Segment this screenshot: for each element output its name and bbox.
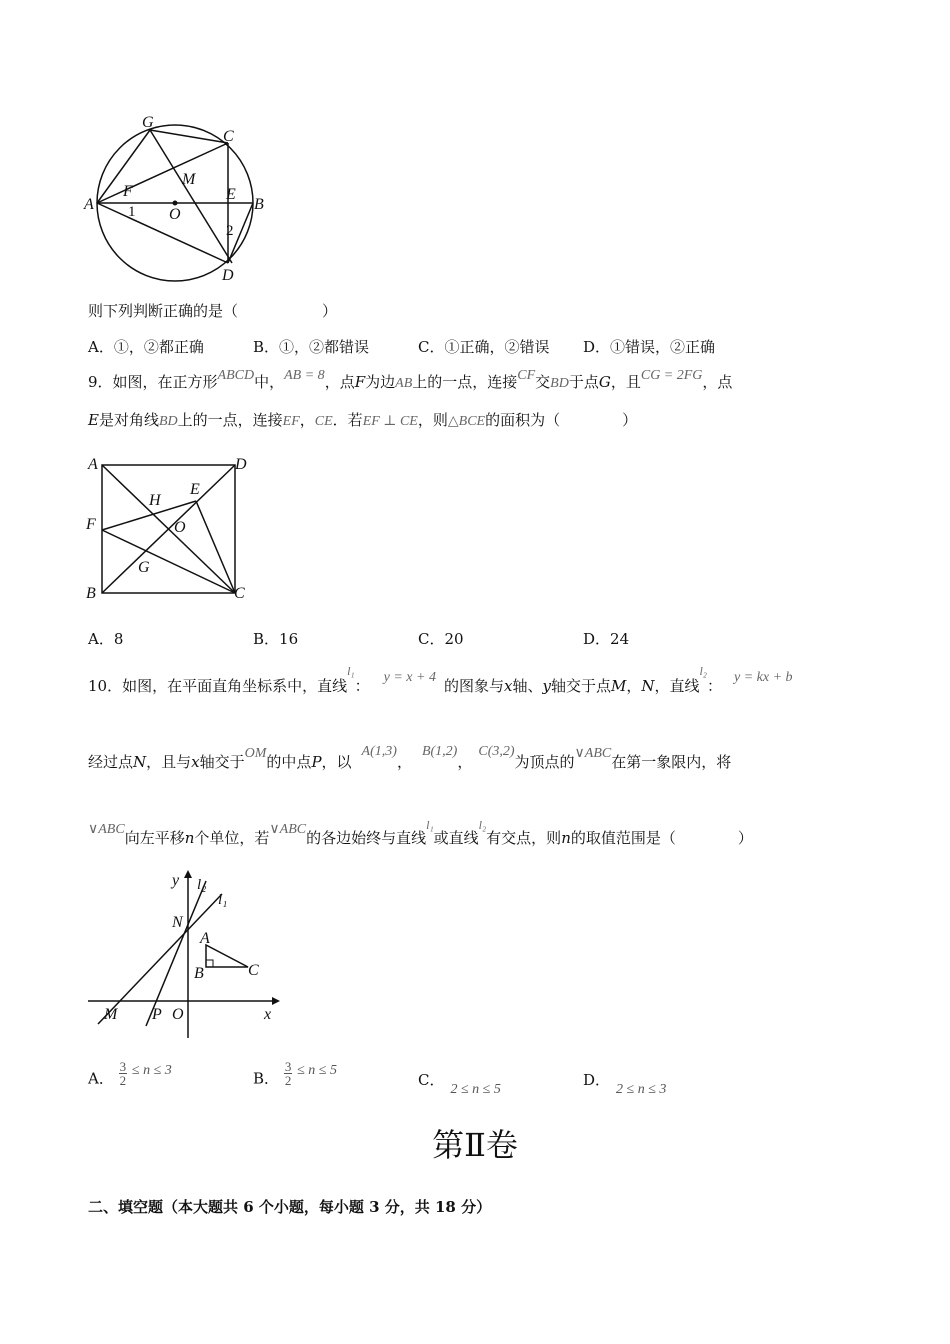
- angle-2-label: 2: [226, 223, 234, 239]
- q8-option-c[interactable]: C．①正确，②错误: [418, 338, 550, 356]
- q9-option-d[interactable]: D．24: [583, 630, 630, 648]
- label-C: C: [248, 962, 259, 979]
- q10-option-c[interactable]: C．2 ≤ n ≤ 5: [418, 1071, 501, 1097]
- fraction: $\frac{3}{2}$: [284, 1059, 292, 1088]
- center-dot: [173, 201, 178, 206]
- label-G: G: [138, 559, 150, 576]
- label-E: E: [190, 481, 200, 498]
- q10-stem-line2: 经过点N，且与x轴交于OM的中点P，以A(1,3)，B(1,2)，C(3,2)为顶点的∨ABC在第一象限内，将: [88, 744, 732, 771]
- label-C: C: [223, 128, 234, 145]
- q9-option-a[interactable]: A．8: [88, 630, 124, 648]
- triangle-abc: [206, 945, 248, 967]
- label-E: E: [226, 186, 236, 203]
- section-heading: 二、填空题（本大题共 6 个小题，每小题 3 分，共 18 分）: [88, 1198, 492, 1216]
- label-M: M: [182, 171, 196, 188]
- label-A: A: [88, 456, 98, 473]
- q9-option-b[interactable]: B．16: [253, 630, 299, 648]
- angle-1-label: 1: [128, 204, 136, 220]
- label-B: B: [86, 585, 96, 602]
- label-B: B: [194, 965, 204, 982]
- label-G: G: [142, 114, 154, 131]
- line-l2: [146, 881, 206, 1026]
- label-C: C: [234, 585, 245, 602]
- label-D: D: [222, 267, 234, 283]
- label-l2: l₂: [197, 877, 207, 893]
- label-l1: l₁: [218, 892, 228, 908]
- q8-circle-figure: [80, 108, 280, 283]
- label-N: N: [172, 914, 183, 931]
- label-A: A: [84, 196, 94, 213]
- q8-option-a[interactable]: A．①，②都正确: [88, 338, 204, 356]
- q10-option-b[interactable]: B． $\frac{3}{2}$ ≤ n ≤ 5: [253, 1059, 337, 1088]
- label-M: M: [104, 1006, 118, 1023]
- q10-option-a[interactable]: A． $\frac{3}{2}$ ≤ n ≤ 3: [88, 1059, 172, 1088]
- q10-stem-line1: 10．如图，在平面直角坐标系中，直线$^{l_1}$： y = x + 4 的图象与x轴、y轴交于点M，N，直线$^{l_2}$： y = kx + b: [88, 664, 793, 695]
- label-F: F: [86, 516, 96, 533]
- section-title: 第Ⅱ卷: [432, 1126, 518, 1164]
- q8-option-d[interactable]: D．①错误，②正确: [583, 338, 716, 356]
- q10-stem-line3: ∨ABC向左平移n个单位，若∨ABC的各边始终与直线$^{l_1}$或直线$^{l_2}$有交点，则n的取值范围是（ ）: [88, 818, 753, 847]
- label-y: y: [172, 872, 180, 889]
- q8-option-b[interactable]: B．①，②都错误: [253, 338, 370, 356]
- label-A: A: [200, 930, 210, 947]
- label-O: O: [169, 206, 181, 223]
- q9-stem-line2: E是对角线BD上的一点，连接EF，CE．若EF ⊥ CE，则△BCE的面积为（ ）: [88, 411, 638, 429]
- label-F: F: [123, 183, 133, 200]
- fraction: $\frac{3}{2}$: [119, 1059, 127, 1088]
- label-x: x: [264, 1006, 272, 1023]
- label-D: D: [235, 456, 247, 473]
- label-B: B: [254, 196, 264, 213]
- label-O: O: [172, 1006, 184, 1023]
- q9-option-c[interactable]: C．20: [418, 630, 464, 648]
- q9-stem-line1: 9．如图，在正方形ABCD中，AB = 8，点F为边AB上的一点，连接CF交BD于点G，且CG = 2FG，点: [88, 368, 733, 391]
- label-P: P: [152, 1006, 162, 1023]
- q9-square-figure: [82, 452, 262, 607]
- q8-stem-tail: 则下列判断正确的是（ ）: [88, 302, 338, 320]
- label-H: H: [149, 492, 161, 509]
- label-O: O: [174, 519, 186, 536]
- q10-option-d[interactable]: D．2 ≤ n ≤ 3: [583, 1071, 667, 1097]
- line-l1: [98, 894, 222, 1024]
- q10-coordinate-figure: [84, 866, 284, 1046]
